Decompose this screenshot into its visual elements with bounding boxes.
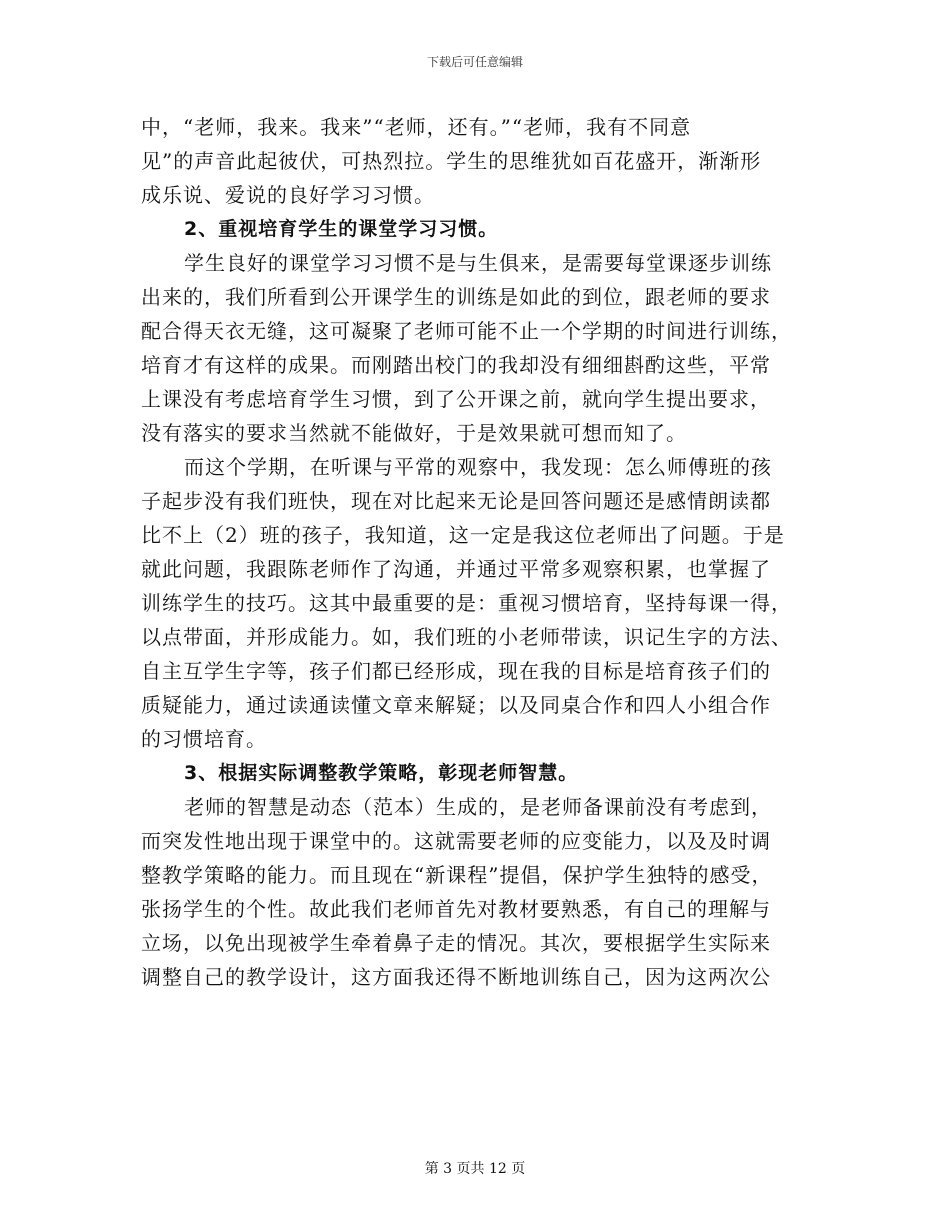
paragraph-first-line: 老师的智慧是动态（范本）生成的，是老师备课前没有考虑到，	[184, 795, 772, 819]
paragraph-line: 成乐说、爱说的良好学习习惯。	[141, 183, 435, 207]
paragraph-line: 没有落实的要求当然就不能做好，于是效果就可想而知了。	[141, 421, 687, 445]
paragraph-line: 训练学生的技巧。这其中最重要的是：重视习惯培育，坚持每课一得，	[141, 591, 792, 615]
paragraph-line: 的习惯培育。	[141, 727, 267, 751]
paragraph-line: 上课没有考虑培育学生习惯，到了公开课之前，就向学生提出要求，	[141, 387, 771, 411]
paragraph-first-line: 而这个学期，在听课与平常的观察中，我发现：怎么师傅班的孩	[184, 455, 772, 479]
document-body	[141, 110, 811, 994]
paragraph-line: 立场，以免出现被学生牵着鼻子走的情况。其次，要根据学生实际来	[141, 931, 771, 955]
paragraph-line: 出来的，我们所看到公开课学生的训练是如此的到位，跟老师的要求	[141, 285, 771, 309]
paragraph-line: 比不上（2）班的孩子，我知道，这一定是我这位老师出了问题。于是	[141, 523, 785, 547]
paragraph-line: 子起步没有我们班快，现在对比起来无论是回答问题还是感情朗读都	[141, 489, 771, 513]
paragraph-first-line: 学生良好的课堂学习习惯不是与生俱来，是需要每堂课逐步训练	[184, 251, 772, 275]
paragraph-line: 张扬学生的个性。故此我们老师首先对教材要熟悉，有自己的理解与	[141, 897, 771, 921]
paragraph-line: 中，“老师，我来。我来”“老师，还有。”“老师，我有不同意	[141, 115, 692, 139]
paragraph-line: 配合得天衣无缝，这可凝聚了老师可能不止一个学期的时间进行训练，	[141, 319, 792, 343]
paragraph-line: 质疑能力，通过读通读懂文章来解疑；以及同桌合作和四人小组合作	[141, 693, 771, 717]
section-heading: 3、根据实际调整教学策略，彰现老师智慧。	[184, 762, 579, 784]
paragraph-line: 整教学策略的能力。而且现在“新课程”提倡，保护学生独特的感受，	[141, 863, 773, 887]
page-footer: 第 3 页共 12 页	[424, 1161, 526, 1177]
paragraph-line: 见”的声音此起彼伏，可热烈拉。学生的思维犹如百花盛开，渐渐形	[141, 149, 762, 173]
paragraph-line: 培育才有这样的成果。而刚踏出校门的我却没有细细斟酌这些，平常	[141, 353, 771, 377]
page-header: 下载后可任意编辑	[426, 55, 523, 69]
paragraph-line: 而突发性地出现于课堂中的。这就需要老师的应变能力，以及及时调	[141, 829, 771, 853]
paragraph-line: 自主互学生字等，孩子们都已经形成，现在我的目标是培育孩子们的	[141, 659, 771, 683]
section-heading: 2、重视培育学生的课堂学习习惯。	[184, 218, 499, 240]
paragraph-line: 调整自己的教学设计，这方面我还得不断地训练自己，因为这两次公	[141, 965, 771, 989]
paragraph-line: 就此问题，我跟陈老师作了沟通，并通过平常多观察积累，也掌握了	[141, 557, 771, 581]
paragraph-line: 以点带面，并形成能力。如，我们班的小老师带读，识记生字的方法、	[141, 625, 792, 649]
